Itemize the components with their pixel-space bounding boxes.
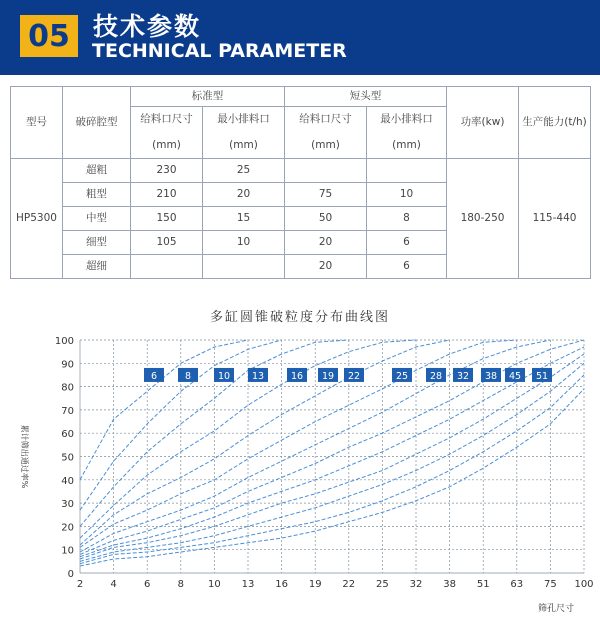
chamber-cell: 超细 (63, 255, 131, 279)
short-feed-cell (285, 159, 367, 183)
short-min-cell: 6 (367, 231, 447, 255)
section-title-cn: 技术参数 (93, 12, 202, 41)
y-tick-label: 10 (61, 545, 74, 557)
header-std-feed: 给料口尺寸 (mm) (131, 107, 203, 159)
chamber-cell: 粗型 (63, 183, 131, 207)
series-label: 51 (535, 370, 549, 382)
short-min-cell: 6 (367, 255, 447, 279)
short-feed-cell: 50 (285, 207, 367, 231)
x-tick-label: 100 (574, 579, 594, 590)
y-tick-label: 90 (61, 359, 74, 371)
series-line-38 (80, 363, 584, 561)
y-tick-label: 100 (54, 336, 74, 347)
short-feed-cell: 75 (285, 183, 367, 207)
std-feed-cell: 230 (131, 159, 203, 183)
series-label: 45 (508, 370, 522, 382)
std-min-cell: 25 (203, 159, 285, 183)
series-label: 10 (217, 370, 231, 382)
short-feed-cell: 20 (285, 231, 367, 255)
header-short-feed: 给料口尺寸 (mm) (285, 107, 367, 159)
header-short: 短头型 (285, 87, 447, 107)
spec-table-container (10, 86, 590, 278)
short-feed-cell: 20 (285, 255, 367, 279)
y-tick-label: 0 (67, 569, 74, 580)
x-tick-label: 25 (376, 579, 389, 590)
series-label: 25 (395, 370, 409, 382)
chart-title: 多缸圆锥破粒度分布曲线图 (209, 310, 390, 325)
chamber-cell: 超粗 (63, 159, 131, 183)
series-label: 13 (251, 370, 265, 382)
chamber-cell: 细型 (63, 231, 131, 255)
series-label: 38 (484, 370, 498, 382)
x-tick-label: 32 (409, 579, 423, 590)
y-tick-label: 70 (61, 405, 74, 417)
spec-table (10, 86, 591, 279)
series-label: 6 (150, 370, 158, 382)
series-label: 19 (321, 370, 335, 382)
x-tick-label: 16 (275, 579, 288, 590)
x-tick-label: 51 (476, 579, 490, 590)
x-tick-label: 38 (443, 579, 456, 590)
series-label: 16 (290, 370, 304, 382)
x-tick-label: 75 (544, 579, 557, 590)
std-feed-cell (131, 255, 203, 279)
y-axis-label: 累计筛出通过率% (20, 424, 29, 489)
std-min-cell: 15 (203, 207, 285, 231)
series-label: 22 (347, 370, 361, 382)
short-min-cell: 10 (367, 183, 447, 207)
section-number-badge: 05 (20, 15, 78, 57)
chart-svg (0, 302, 600, 624)
x-tick-label: 22 (342, 579, 356, 590)
x-tick-label: 2 (76, 579, 84, 590)
power-cell: 180-250 (447, 159, 519, 279)
header-power: 功率(kw) (447, 87, 519, 159)
capacity-cell: 115-440 (519, 159, 591, 279)
x-tick-label: 10 (208, 579, 221, 590)
short-min-cell (367, 159, 447, 183)
x-tick-label: 4 (110, 579, 117, 590)
y-tick-label: 60 (61, 429, 74, 441)
series-label: 28 (429, 370, 443, 382)
header-short-min: 最小排料口 (mm) (367, 107, 447, 159)
short-min-cell: 8 (367, 207, 447, 231)
x-tick-label: 13 (241, 579, 255, 590)
std-feed-cell: 150 (131, 207, 203, 231)
x-tick-label: 63 (510, 579, 524, 590)
x-tick-label: 19 (308, 579, 322, 590)
model-cell: HP5300 (11, 159, 63, 279)
std-min-cell: 10 (203, 231, 285, 255)
std-min-cell: 20 (203, 183, 285, 207)
y-tick-label: 40 (61, 475, 74, 487)
section-header (0, 0, 600, 75)
table-row (11, 159, 591, 183)
header-standard: 标准型 (131, 87, 285, 107)
y-tick-label: 50 (61, 452, 74, 464)
chart-container (0, 302, 600, 624)
series-label: 32 (456, 370, 470, 382)
header-capacity: 生产能力(t/h) (519, 87, 591, 159)
series-label: 8 (184, 370, 192, 382)
x-tick-label: 6 (144, 579, 151, 590)
std-min-cell (203, 255, 285, 279)
y-tick-label: 20 (61, 522, 74, 534)
header-chamber: 破碎腔型 (63, 87, 131, 159)
chamber-cell: 中型 (63, 207, 131, 231)
std-feed-cell: 105 (131, 231, 203, 255)
header-model: 型号 (11, 87, 63, 159)
std-feed-cell: 210 (131, 183, 203, 207)
x-axis-label: 筛孔尺寸 (537, 604, 575, 614)
y-tick-label: 30 (61, 499, 74, 511)
x-tick-label: 8 (177, 579, 184, 590)
y-tick-label: 80 (61, 382, 74, 394)
header-std-min: 最小排料口 (mm) (203, 107, 285, 159)
section-title-en: TECHNICAL PARAMETER (92, 40, 347, 62)
